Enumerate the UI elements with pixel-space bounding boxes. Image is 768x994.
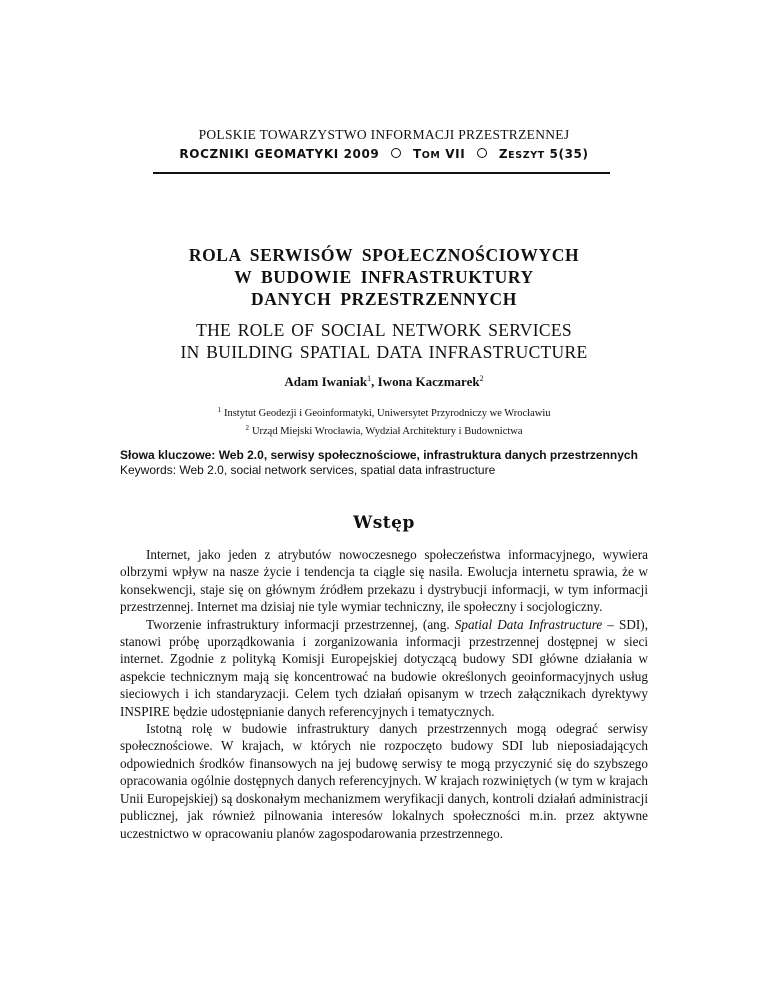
- title-polish-line: ROLA SERWISÓW SPOŁECZNOŚCIOWYCH: [188, 245, 580, 265]
- title-english-line: THE ROLE OF SOCIAL NETWORK SERVICES: [196, 320, 572, 340]
- affiliations: [0, 403, 768, 439]
- issue-label: ZESZYT 5(35): [498, 147, 589, 161]
- title-english: [0, 319, 768, 363]
- author-list: Adam Iwaniak$^1$, Iwona Kaczmarek$^2$: [284, 374, 484, 389]
- circle-separator-icon: [391, 148, 401, 158]
- keywords-polish: Słowa kluczowe: Web 2.0, serwisy społecznościowe, infrastruktura danych przestrzennych: [120, 448, 638, 462]
- author-affiliation-mark: 1: [367, 374, 372, 383]
- journal-line: [0, 147, 768, 161]
- header-rule: [153, 172, 610, 174]
- title-polish: [0, 244, 768, 310]
- title-english-line: IN BUILDING SPATIAL DATA INFRASTRUCTURE: [180, 342, 588, 362]
- affiliation-line: $^1$ Instytut Geodezji i Geoinformatyki, Uniwersytet Przyrodniczy we Wrocławiu: [217, 406, 551, 419]
- section-heading: Wstęp: [353, 513, 415, 533]
- society-name: POLSKIE TOWARZYSTWO INFORMACJI PRZESTRZENNEJ: [198, 127, 570, 142]
- circle-separator-icon: [477, 148, 487, 158]
- author-affiliation-mark: 2: [479, 374, 484, 383]
- keywords-english: Keywords: Web 2.0, social network services, spatial data infrastructure: [120, 463, 496, 477]
- author-name: Iwona Kaczmarek: [377, 374, 480, 389]
- paragraph: Istotną rolę w budowie infrastruktury danych przestrzennych mogą odegrać serwisy społecznościowe. W krajach, w których nie rozpoczęto budowy SDI lub nieposiadających odpowiednich środków finansowych na jej budowę serwisy te mogą przyczynić się do szybszego opracowania ogólnie dostępnych danych referencyjnych. W krajach rozwiniętych (w tym w krajach Unii Europejskiej) są doskonałym mechanizmem weryfikacji danych, kontroli działań administracji publicznej, jak również pilnowania interesów lokalnych społeczności m.in. przez aktywne uczestnictwo w opracowaniu planów zagospodarowania przestrzennego.: [120, 721, 648, 841]
- paragraph: Internet, jako jeden z atrybutów nowoczesnego społeczeństwa informacyjnego, wywiera olbrzymi wpływ na nasze życie i tendencja ta ciągle się nasila. Ewolucja internetu sprawia, że w konsekwencji, staje się on głównym źródłem przekazu i dystrybucji informacji, w tym informacji przestrzennej. Internet ma dzisiaj nie tyle wymiar techniczny, ile społeczny i socjologiczny.: [120, 547, 648, 615]
- body-text: [120, 546, 648, 842]
- author-name: Adam Iwaniak: [284, 374, 368, 389]
- title-polish-line: W BUDOWIE INFRASTRUKTURY: [234, 267, 534, 287]
- keywords-block: [120, 448, 660, 478]
- paragraph: Tworzenie infrastruktury informacji przestrzennej, (ang. Spatial Data Infrastructure – SDI), stanowi próbę uporządkowania i zorganizowania informacji przestrzennej dostępnej w sieci internet. Zgodnie z polityką Komisji Europejskiej dotyczącą budowy SDI główne działania w aspekcie technicznym mają się koncentrować na budowie określonych geoinformacyjnych usług sieciowych i ich standaryzacji. Celem tych działań opisanym w trzech załącznikach dyrektywy INSPIRE będzie udostępnianie danych referencyjnych i tematycznych.: [120, 616, 648, 719]
- affiliation-line: $^2$ Urząd Miejski Wrocławia, Wydział Architektury i Budownictwa: [245, 424, 523, 437]
- title-polish-line: DANYCH PRZESTRZENNYCH: [250, 289, 517, 309]
- volume-label: TOM VII: [412, 147, 466, 161]
- journal-name: ROCZNIKI GEOMATYKI 2009: [179, 147, 380, 161]
